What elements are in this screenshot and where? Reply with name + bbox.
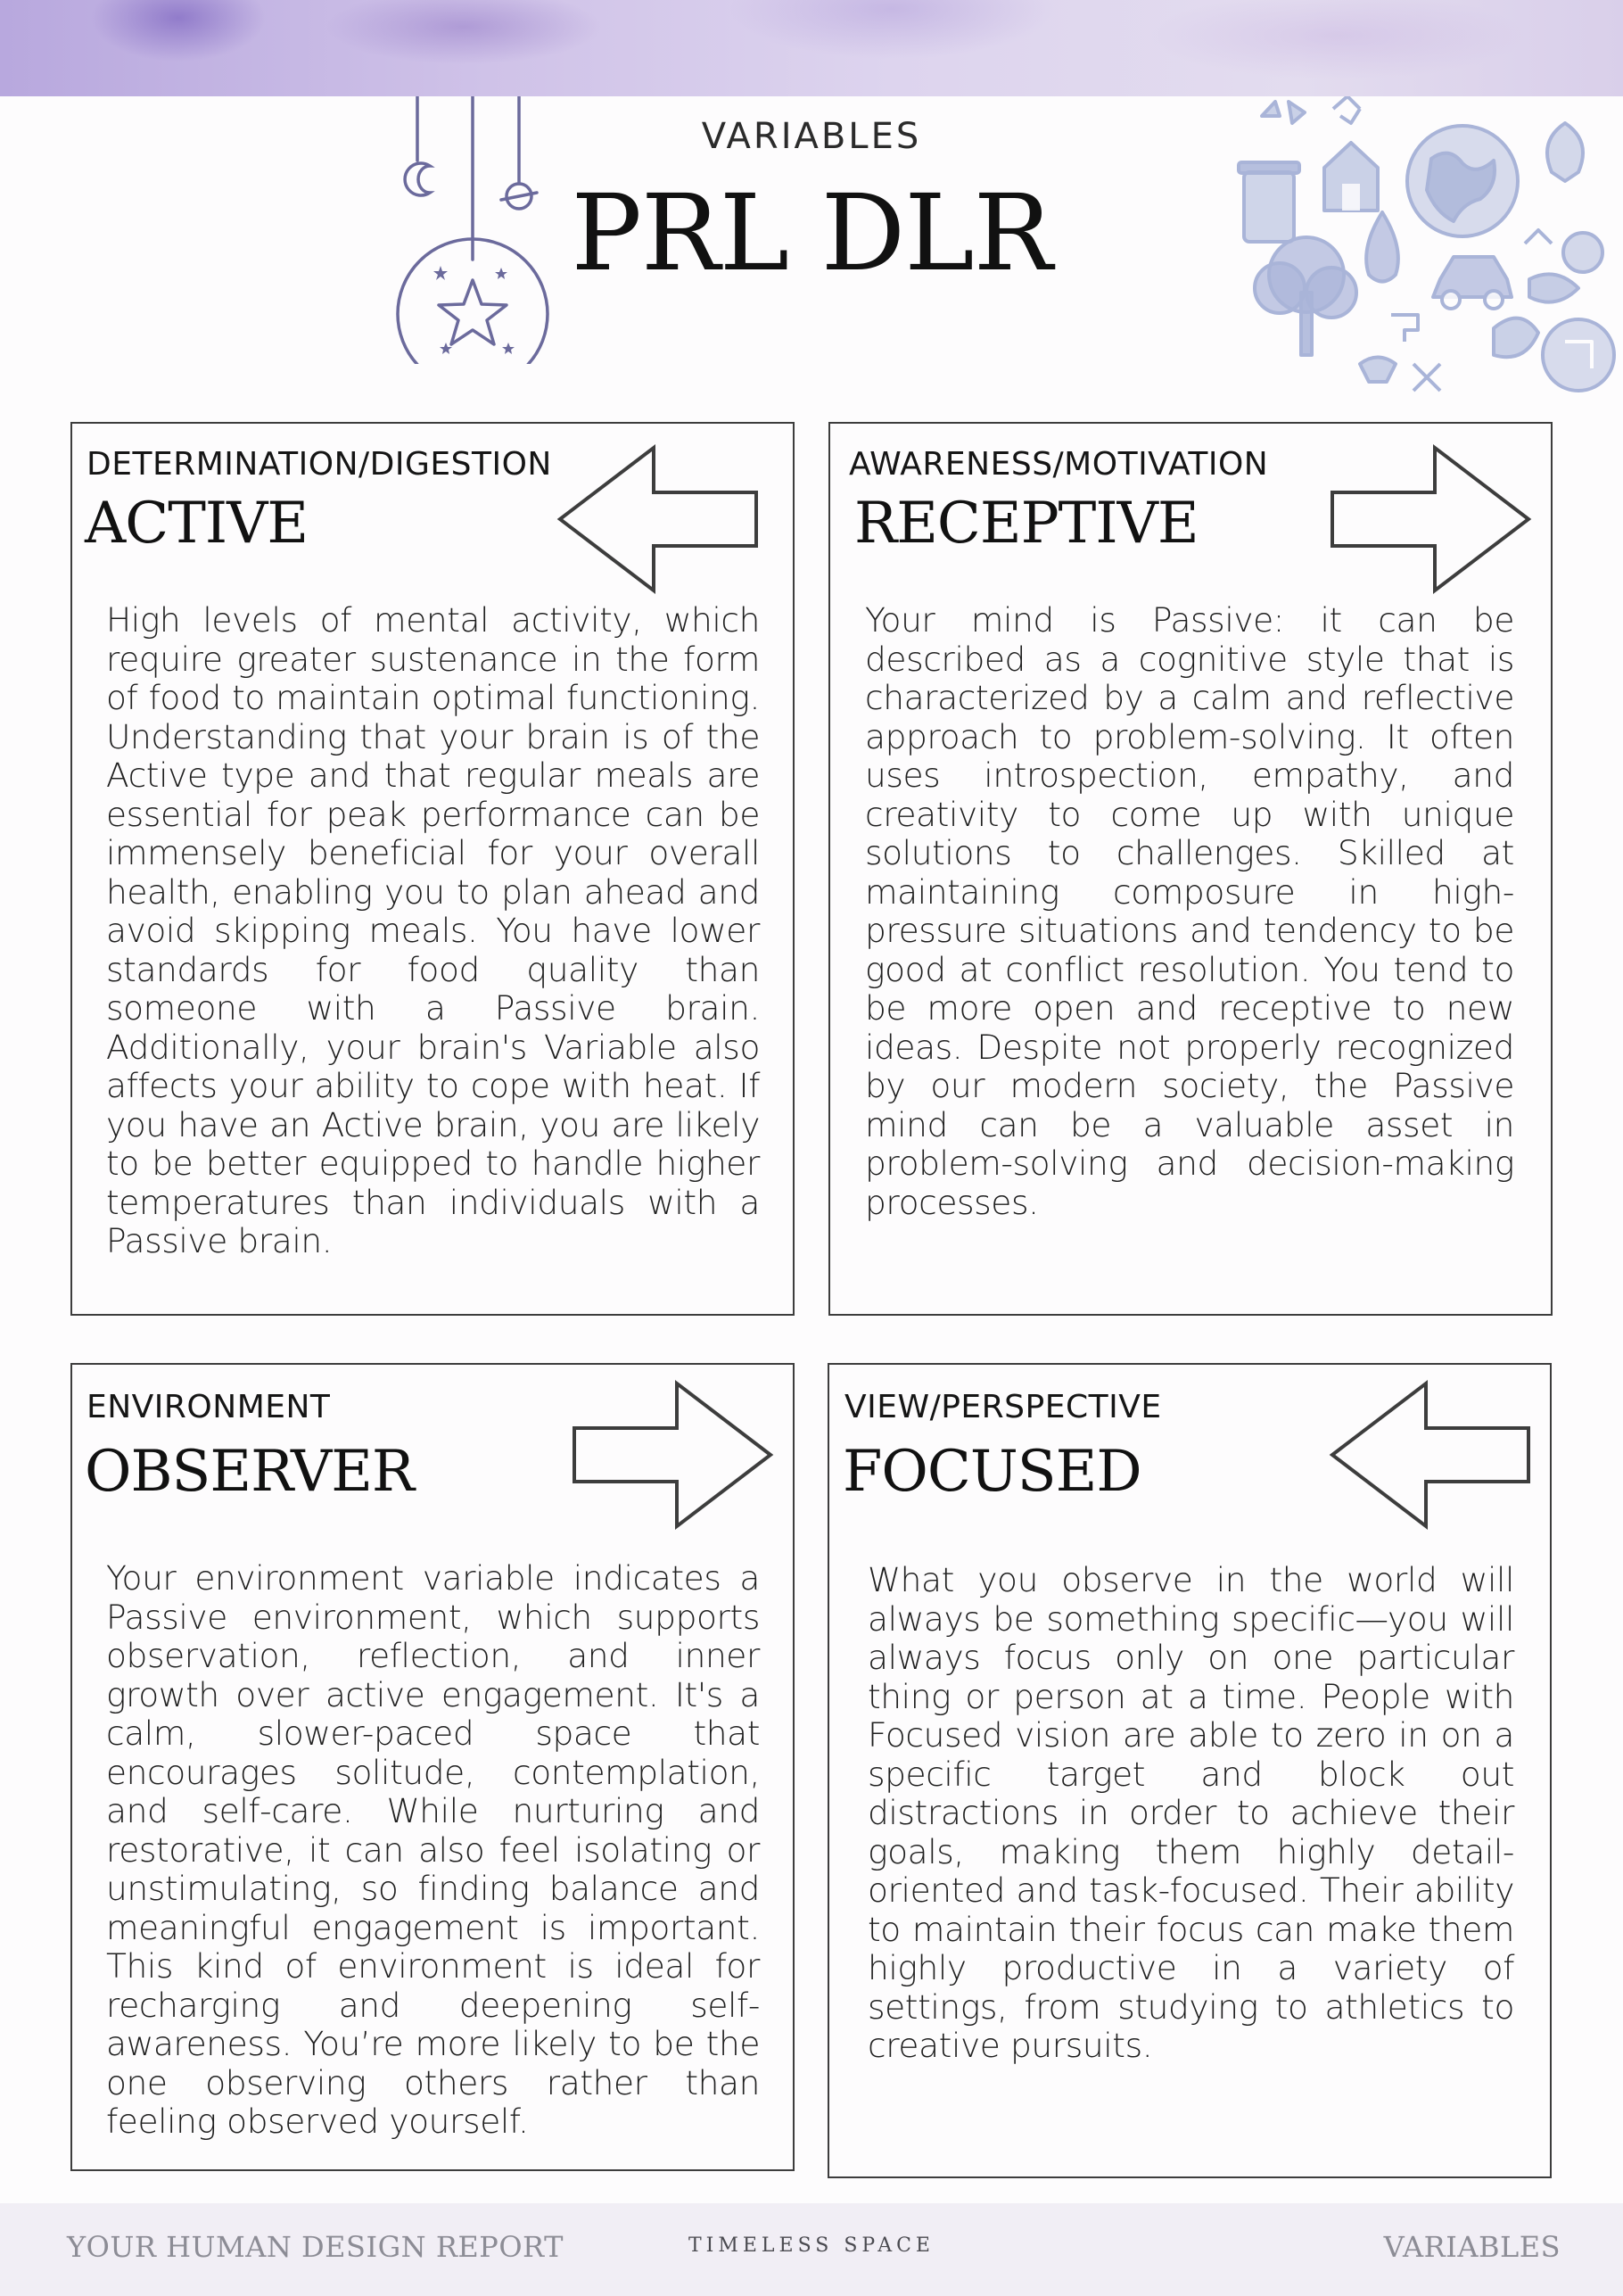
card-body: What you observe in the world will always be something specific—you will always focus only on one particular thing or person at a time. People with Focused vision are able to zero in on a specific target and block out distractions in order to achieve their goals, making them highly detail-oriented and task-focused. Their ability to maintain their focus can make them highly productive in a variety of settings, from studying to athletics to creative pursuits.	[868, 1560, 1514, 2065]
card-label: ENVIRONMENT	[87, 1389, 331, 1425]
top-banner	[0, 0, 1623, 96]
card-title: FOCUSED	[843, 1439, 1141, 1505]
card-label: AWARENESS/MOTIVATION	[849, 446, 1269, 483]
right-arrow-icon	[1327, 443, 1534, 595]
card-label: DETERMINATION/DIGESTION	[87, 446, 552, 483]
card-title: ACTIVE	[85, 491, 309, 557]
card-body: Your environment variable indicates a Passive environment, which supports observation, reflection, and inner growth over active engagement. It's a calm, slower-paced space that encourages solitude, contemplation, and self-care. While nurturing and restorative, it can also feel isolating or unstimulating, so finding balance and meaningful engagement is important. This kind of environment is ideal for recharging and deepening self-awareness. You’re more likely to be the one observing others rather than feeling observed yourself.	[106, 1558, 760, 2141]
page-title: PRL DLR	[571, 171, 1052, 294]
footer-right-text: VARIABLES	[1383, 2230, 1561, 2264]
right-arrow-icon	[569, 1379, 776, 1531]
footer-center-text: TIMELESS SPACE	[688, 2234, 935, 2257]
card-label: VIEW/PERSPECTIVE	[844, 1389, 1162, 1425]
card-body: High levels of mental activity, which require greater sustenance in the form of food to maintain optimal functioning. Understanding that your brain is of the Active type and that regular meals are essential for peak performance can be immensely beneficial for your overall health, enabling you to plan ahead and avoid skipping meals. You have lower standards for food quality than someone with a Passive brain. Additionally, your brain's Variable also affects your ability to cope with heat. If you have an Active brain, you are likely to be better equipped to handle higher temperatures than individuals with a Passive brain.	[106, 600, 760, 1260]
card-title: OBSERVER	[85, 1439, 415, 1505]
page-eyebrow: VARIABLES	[701, 116, 922, 157]
left-arrow-icon	[1327, 1379, 1534, 1531]
card-body: Your mind is Passive: it can be described as a cognitive style that is characterized by a calm and reflective approach to problem-solving. It often uses introspection, empathy, and creativity to come up with unique solutions to challenges. Skilled at maintaining composure in high-pressure situations and tendency to be good at conflict resolution. You tend to be more open and receptive to new ideas. Despite not properly recognized by our modern society, the Passive mind can be a valuable asset in problem-solving and decision-making processes.	[865, 600, 1514, 1222]
footer-left-text: YOUR HUMAN DESIGN REPORT	[67, 2230, 564, 2264]
left-arrow-icon	[555, 443, 762, 595]
card-title: RECEPTIVE	[854, 491, 1199, 557]
